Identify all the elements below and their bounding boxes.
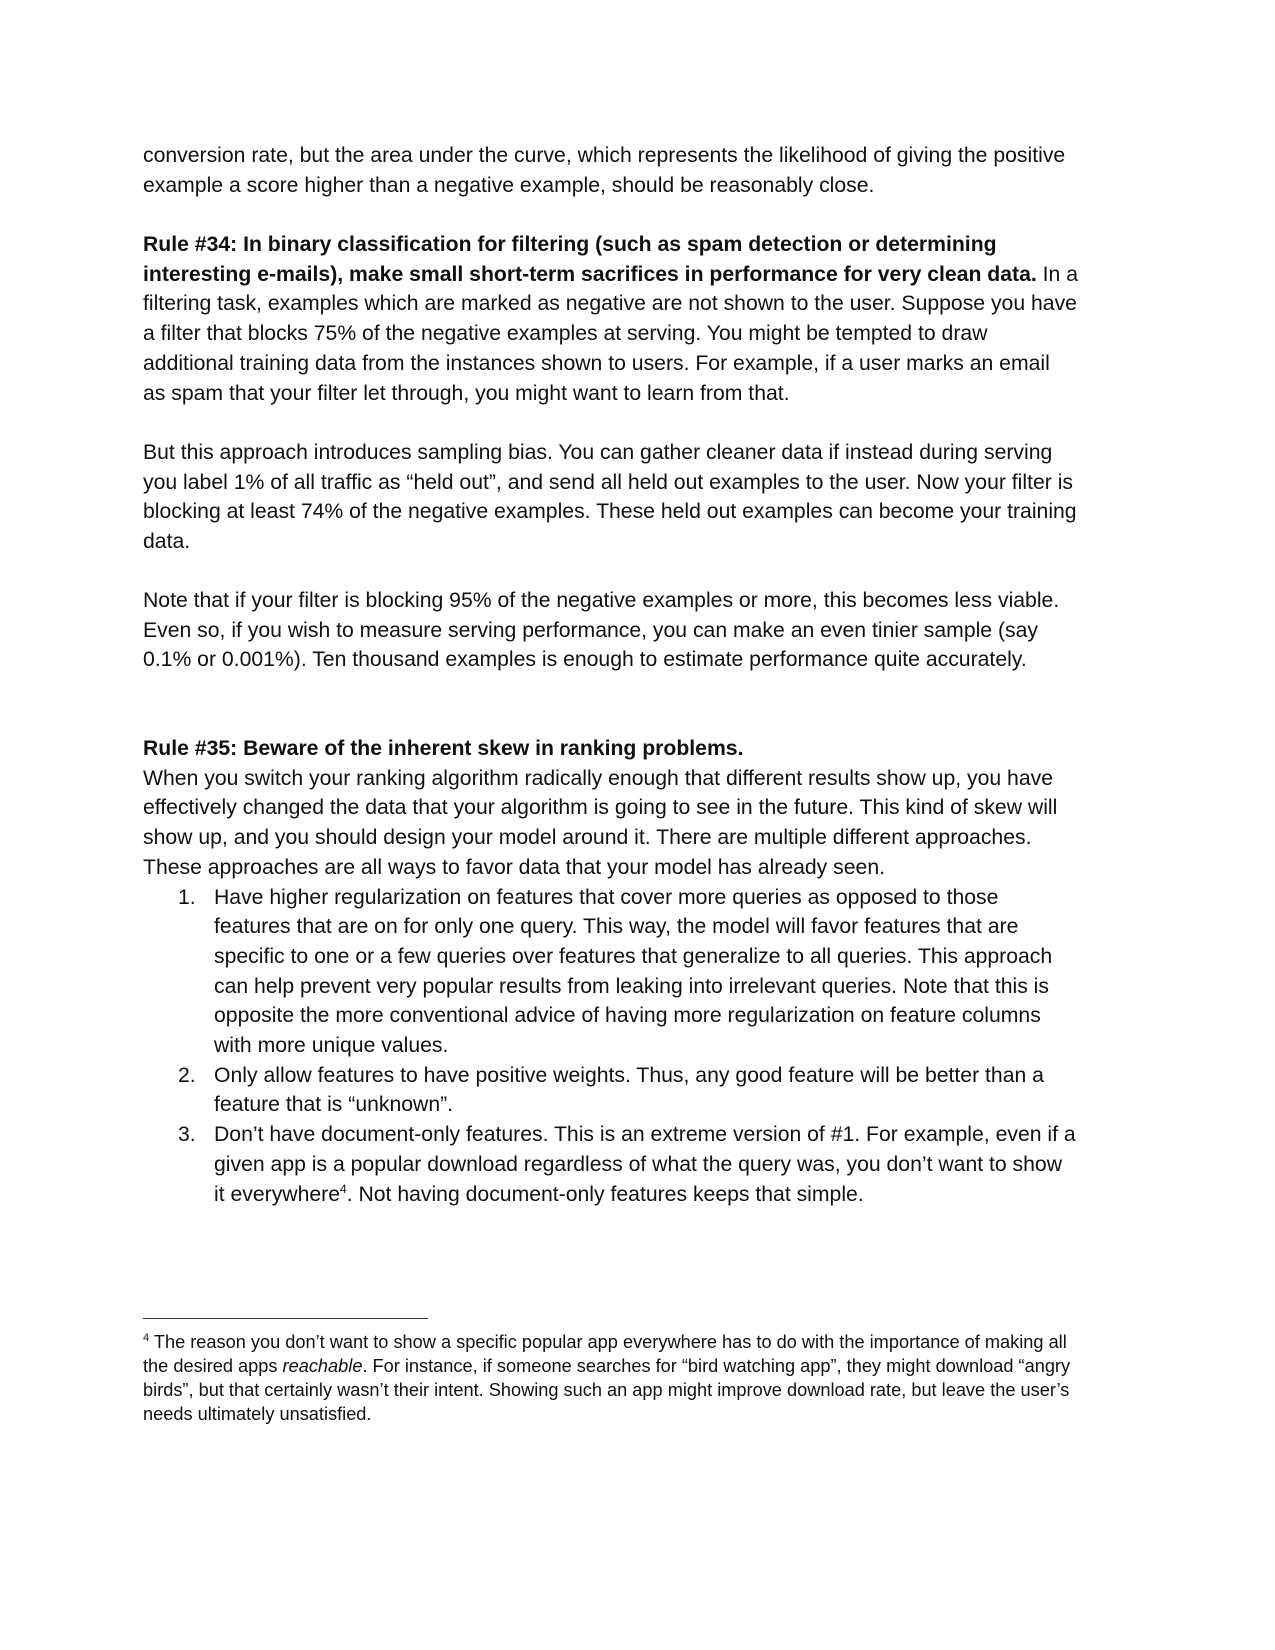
rule-35-list: [143, 883, 1078, 1210]
list-item-text: Have higher regularization on features that cover more queries as opposed to those features that are on for only one query. This way, the model will favor features that are specific to one or a few queries over features that generalize to all queries. This approach can help prevent very popular results from leaking into irrelevant queries. Note that this is opposite the more conventional advice of having more regularization on feature columns with more unique values.: [214, 885, 1053, 1058]
list-item-text: Don’t have document-only features. This is an extreme version of #1. For example, even if a given app is a popular download regardless of what the query was, you don’t want to show it everywhere: [214, 1123, 1076, 1206]
rule-34-heading: Rule #34: In binary classification for filtering (such as spam detection or determining interesting e-mails), make small short-term sacrifices in performance for very clean data.: [143, 233, 1037, 286]
footnote: [143, 1330, 1078, 1426]
footnote-text-continued: . For instance, if someone searches for “bird watching app”, they might download “angry birds”, but that certainly wasn’t their intent. Showing such an app might improve download rate, but leave the user’s needs ultimately unsatisfied.: [143, 1356, 1071, 1424]
rule-34-paragraph-2: But this approach introduces sampling bias. You can gather cleaner data if instead during serving you label 1% of all traffic as “held out”, and send all held out examples to the user. Now your filter is blocking at least 74% of the negative examples. These held out examples can become your training data.: [143, 441, 1077, 554]
footnote-text: The reason you don’t want to show a specific popular app everywhere has to do with the importance of making all the desired apps: [143, 1332, 1067, 1376]
list-item-text: Only allow features to have positive weights. Thus, any good feature will be better than a feature that is “unknown”.: [214, 1063, 1044, 1117]
list-item-number: 2.: [178, 1063, 196, 1087]
rule-34-section: [143, 230, 1078, 408]
rule-34-paragraph-3: Note that if your filter is blocking 95% of the negative examples or more, this becomes less viable. Even so, if you wish to measure serving performance, you can make an even tinier sample (say 0.1% or 0.001%). Ten thousand examples is enough to estimate performance quite accurately.: [143, 589, 1060, 672]
rule-35-heading: Rule #35: Beware of the inherent skew in ranking problems.: [143, 737, 744, 760]
list-item-text-continued: . Not having document-only features keeps that simple.: [346, 1182, 864, 1206]
continuation-paragraph: conversion rate, but the area under the curve, which represents the likelihood of giving the positive example a score higher than a negative example, should be reasonably close.: [143, 144, 1066, 197]
list-item: [143, 883, 1078, 1061]
list-item-number: 3.: [178, 1123, 196, 1147]
footnote-emphasis: reachable: [282, 1356, 363, 1376]
rule-34-body: In a filtering task, examples which are marked as negative are not shown to the user. Suppose you have a filter that blocks 75% of the negative examples at serving. You might be tempted to draw additional training data from the instances shown to users. For example, if a user marks an email as spam that your filter let through, you might want to learn from that.: [143, 262, 1078, 405]
list-item-number: 1.: [178, 885, 196, 909]
footnote-divider: [143, 1318, 428, 1319]
footnote-marker: 4: [143, 1331, 150, 1344]
rule-35-section: [143, 734, 1078, 1209]
document-page: [143, 0, 1078, 1650]
footnote-reference[interactable]: 4: [340, 1181, 347, 1196]
rule-35-body: When you switch your ranking algorithm radically enough that different results show up, you have effectively changed the data that your algorithm is going to see in the future. This kind of skew will show up, and you should design your model around it. There are multiple different approaches. These approaches are all ways to favor data that your model has already seen.: [143, 766, 1058, 879]
list-item: [143, 1120, 1078, 1209]
list-item: [143, 1061, 1078, 1120]
